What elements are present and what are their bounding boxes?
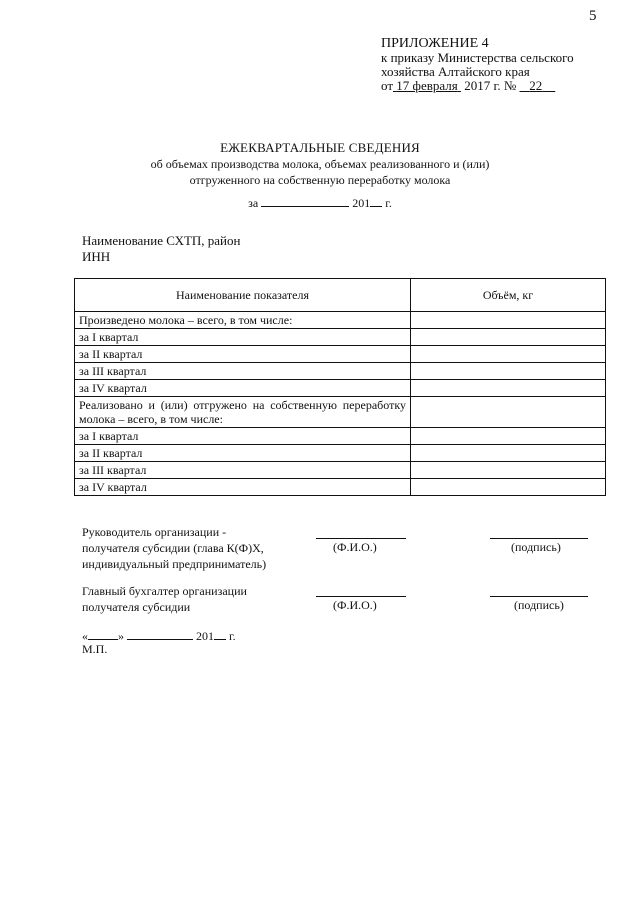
row-label: за IV квартал <box>75 479 411 496</box>
row-label: за III квартал <box>75 462 411 479</box>
table-row <box>75 428 606 445</box>
appendix-date-line <box>381 79 574 93</box>
appendix-number-value: 22 <box>529 78 543 93</box>
table-header-indicator: Наименование показателя <box>75 279 411 312</box>
accountant-signature-label: Главный бухгалтер организации получателя субсидии <box>82 584 247 614</box>
signing-date-line: « » 201 г. <box>82 629 236 643</box>
accountant-fio-caption: (Ф.И.О.) <box>333 598 377 612</box>
appendix-number-sign: № <box>503 78 517 93</box>
date-month-blank[interactable] <box>127 628 193 640</box>
row-label: за II квартал <box>75 445 411 462</box>
row-value-cell[interactable] <box>411 329 606 346</box>
row-value-cell[interactable] <box>411 445 606 462</box>
table-header-row <box>75 279 606 312</box>
row-label: за I квартал <box>75 329 411 346</box>
appendix-year: 2017 г. <box>464 78 501 93</box>
appendix-title: ПРИЛОЖЕНИЕ 4 <box>381 36 489 51</box>
document-title: ЕЖЕКВАРТАЛЬНЫЕ СВЕДЕНИЯ <box>220 140 420 155</box>
table-row <box>75 363 606 380</box>
row-label: за II квартал <box>75 346 411 363</box>
date-day-blank[interactable] <box>88 628 118 640</box>
table-row <box>75 397 606 428</box>
table-row <box>75 462 606 479</box>
head-signature-caption: (подпись) <box>511 540 561 554</box>
row-label: за IV квартал <box>75 380 411 397</box>
table-row <box>75 445 606 462</box>
period-year-blank[interactable] <box>370 195 382 207</box>
appendix-block <box>381 37 574 93</box>
table-row <box>75 479 606 496</box>
organization-info <box>82 233 240 265</box>
row-label: за I квартал <box>75 428 411 445</box>
inn-label: ИНН <box>82 249 111 264</box>
table-header-volume: Объём, кг <box>411 279 606 312</box>
document-heading <box>0 140 640 211</box>
row-value-cell[interactable] <box>411 462 606 479</box>
row-value-cell[interactable] <box>411 346 606 363</box>
reporting-period: за 201 г. <box>248 196 392 210</box>
page-number: 5 <box>589 8 597 24</box>
appendix-line-1: к приказу Министерства сельского <box>381 50 574 65</box>
document-subtitle-1: об объемах производства молока, объемах реализованного и (или) <box>150 157 490 171</box>
head-signature-line[interactable] <box>490 538 588 539</box>
appendix-line-2: хозяйства Алтайского края <box>381 64 530 79</box>
row-value-cell[interactable] <box>411 479 606 496</box>
stamp-placeholder: М.П. <box>82 642 108 656</box>
accountant-fio-line[interactable] <box>316 596 406 597</box>
head-fio-caption: (Ф.И.О.) <box>333 540 377 554</box>
period-blank[interactable] <box>261 195 349 207</box>
table-row <box>75 329 606 346</box>
appendix-date-prefix: от <box>381 78 394 93</box>
accountant-signature-line[interactable] <box>490 596 588 597</box>
head-signature-label: Руководитель организации - получателя субсидии (глава К(Ф)Х, индивидуальный предприниматель) <box>82 525 267 571</box>
document-subtitle-2: отгруженного на собственную переработку молока <box>189 173 451 187</box>
row-value-cell[interactable] <box>411 380 606 397</box>
row-value-cell[interactable] <box>411 397 606 428</box>
row-value-cell[interactable] <box>411 312 606 329</box>
table-row <box>75 346 606 363</box>
indicators-table <box>74 278 606 496</box>
organization-name-label: Наименование СХТП, район <box>82 233 241 248</box>
accountant-signature-caption: (подпись) <box>514 598 564 612</box>
table-row <box>75 312 606 329</box>
row-label: за III квартал <box>75 363 411 380</box>
date-year-blank[interactable] <box>214 628 226 640</box>
row-value-cell[interactable] <box>411 363 606 380</box>
table-row <box>75 380 606 397</box>
row-value-cell[interactable] <box>411 428 606 445</box>
head-fio-line[interactable] <box>316 538 406 539</box>
row-label: Произведено молока – всего, в том числе: <box>75 312 411 329</box>
row-label: Реализовано и (или) отгружено на собственную переработку молока – всего, в том числе: <box>75 397 411 428</box>
appendix-date-value: 17 февраля <box>396 78 458 93</box>
